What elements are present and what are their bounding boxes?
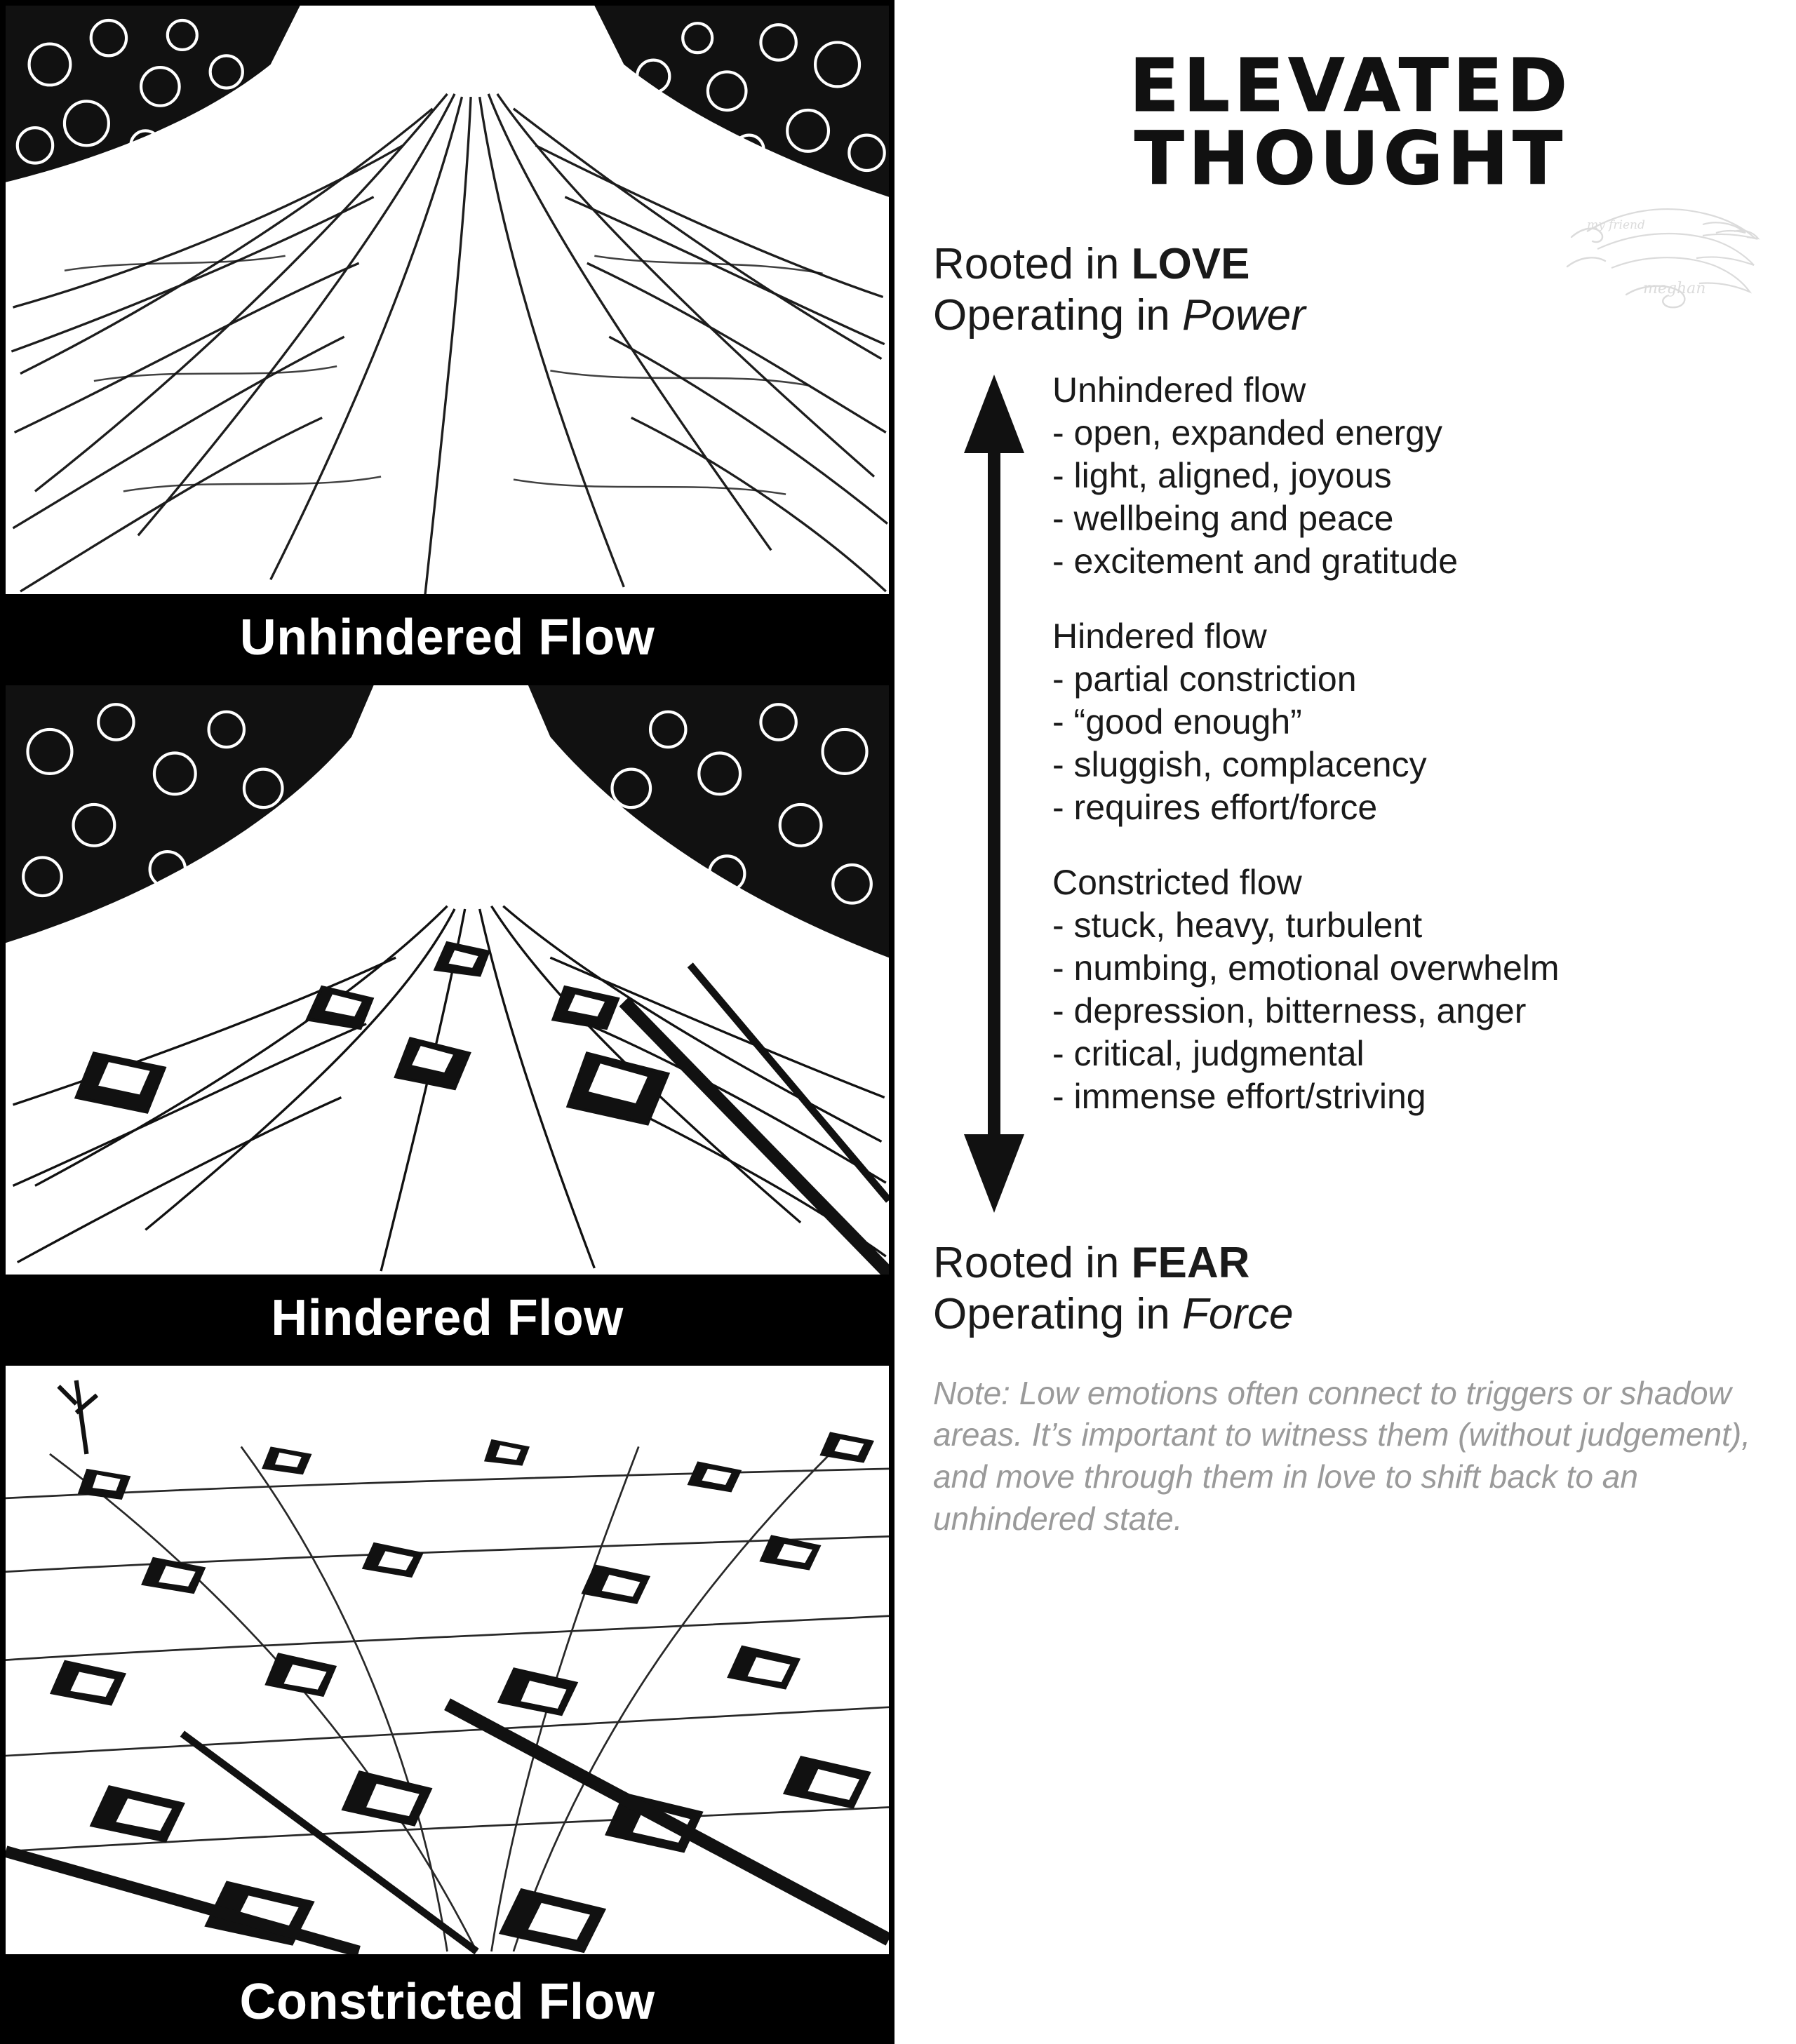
top-state-block — [933, 238, 1768, 341]
group-unhindered — [1052, 369, 1768, 583]
list-item: - sluggish, complacency — [1052, 745, 1427, 785]
list-item: - requires effort/force — [1052, 788, 1378, 828]
list-item: - light, aligned, joyous — [1052, 456, 1392, 496]
top-rooted-value: LOVE — [1131, 240, 1250, 288]
top-operating-line — [933, 290, 1768, 341]
top-rooted-line — [933, 238, 1768, 290]
river-constricted-illustration — [6, 1366, 889, 1954]
bottom-rooted-line — [933, 1237, 1768, 1289]
list-item: - critical, judgmental — [1052, 1034, 1365, 1074]
top-operating-value: Power — [1182, 291, 1306, 340]
bottom-operating-value: Force — [1182, 1290, 1294, 1339]
list-item: - stuck, heavy, turbulent — [1052, 906, 1423, 946]
double-headed-vertical-arrow — [963, 375, 1026, 1213]
list-item: - wellbeing and peace — [1052, 499, 1394, 539]
image-panel-column — [0, 0, 894, 2030]
group-constricted — [1052, 861, 1768, 1118]
brand-line-2: meghan — [1643, 280, 1706, 297]
list-item: - partial constriction — [1052, 659, 1357, 699]
panel-constricted — [0, 1360, 894, 2044]
list-item: - depression, bitterness, anger — [1052, 991, 1527, 1031]
arrow-icon — [963, 375, 1026, 1213]
bottom-operating-line — [933, 1289, 1768, 1340]
flow-state-lists — [1052, 369, 1768, 1150]
panel-caption-constricted: Constricted Flow — [0, 1960, 894, 2044]
panel-unhindered — [0, 0, 894, 680]
bottom-state-block — [933, 1237, 1768, 1340]
group-heading: Constricted flow — [1052, 863, 1302, 903]
list-item: - numbing, emotional overwhelm — [1052, 948, 1560, 988]
river-hindered-art — [0, 680, 894, 1279]
panel-caption-hindered: Hindered Flow — [0, 1280, 894, 1356]
river-unhindered-illustration — [6, 6, 889, 594]
group-heading: Unhindered flow — [1052, 370, 1306, 410]
page-title: ELEVATED THOUGHT — [1129, 43, 1572, 201]
panel-caption-unhindered: Unhindered Flow — [0, 600, 894, 675]
brand-line-1: my friend — [1587, 218, 1645, 232]
top-rooted-prefix: Rooted in — [933, 240, 1132, 288]
list-item: - “good enough” — [1052, 702, 1302, 742]
footnote: Note: Low emotions often connect to triggers or shadow areas. It’s important to witness them (without judgement), and move through them in love to shift back to an unhindered state. — [933, 1374, 1751, 1538]
panel-hindered — [0, 680, 894, 1359]
river-hindered-illustration — [6, 685, 889, 1274]
list-item: - immense effort/striving — [1052, 1077, 1426, 1117]
list-item: - excitement and gratitude — [1052, 542, 1459, 581]
river-unhindered-art — [0, 0, 894, 600]
bottom-operating-prefix: Operating in — [933, 1290, 1182, 1339]
top-operating-prefix: Operating in — [933, 291, 1182, 340]
group-hindered — [1052, 615, 1768, 829]
group-heading: Hindered flow — [1052, 617, 1267, 657]
content-column — [894, 0, 1796, 1796]
list-item: - open, expanded energy — [1052, 413, 1442, 453]
bottom-rooted-prefix: Rooted in — [933, 1239, 1132, 1288]
spectrum-section — [933, 369, 1768, 1232]
river-constricted-art — [0, 1360, 894, 1960]
bottom-rooted-value: FEAR — [1131, 1239, 1250, 1288]
